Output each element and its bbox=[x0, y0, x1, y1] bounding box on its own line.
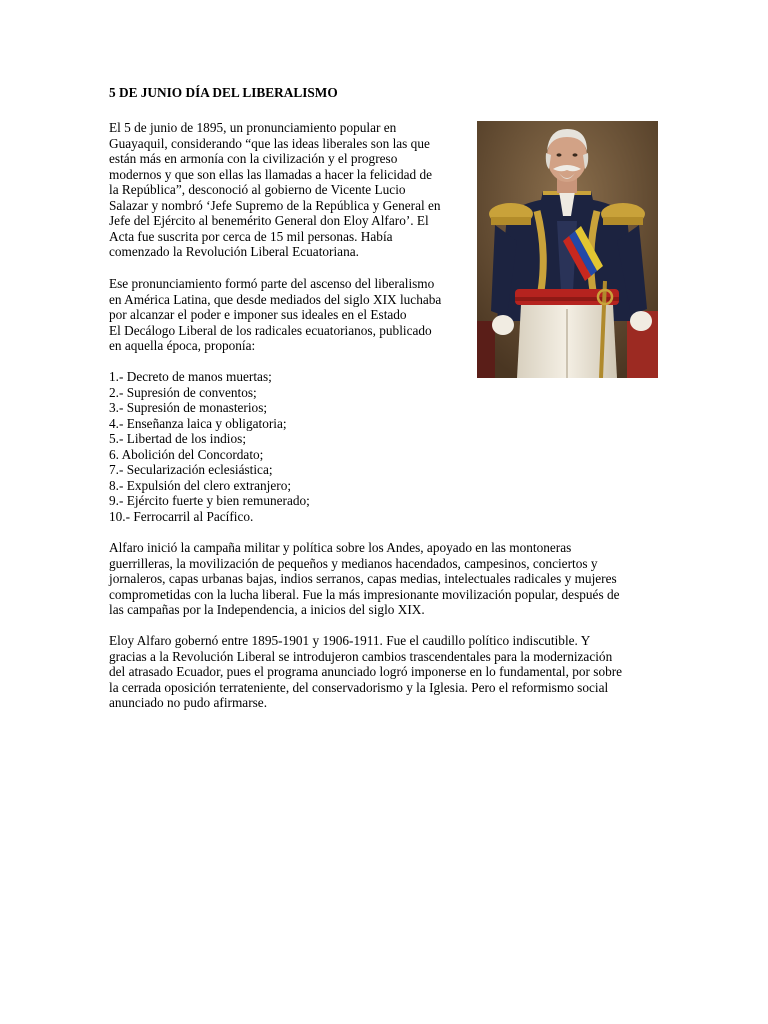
paragraph-line: guerrilleras, la movilización de pequeños y medianos hacendados, campesinos, conciertos y bbox=[109, 555, 598, 571]
paragraph-line: comenzado la Revolución Liberal Ecuatoriana. bbox=[109, 244, 359, 259]
portrait-image bbox=[477, 121, 658, 378]
paragraph-line: El Decálogo Liberal de los radicales ecuatorianos, publicado bbox=[109, 322, 432, 338]
paragraph-line: Jefe del Ejército al benemérito General don Eloy Alfaro’. El bbox=[109, 213, 429, 228]
list-item: 9.- Ejército fuerte y bien remunerado; bbox=[109, 493, 310, 508]
paragraph-line: Eloy Alfaro gobernó entre 1895-1901 y 1906-1911. Fue el caudillo político indiscutible. Y bbox=[109, 633, 591, 648]
list-item: 2.- Supresión de conventos; bbox=[109, 384, 257, 400]
list-item: 8.- Expulsión del clero extranjero; bbox=[109, 477, 292, 493]
list-item: 6. Abolición del Concordato; bbox=[109, 446, 264, 462]
list-item: 10.- Ferrocarril al Pacífico. bbox=[109, 508, 254, 524]
paragraph-line: en aquella época, proponía: bbox=[109, 338, 256, 353]
paragraph-line: Acta fue suscrita por cerca de 15 mil personas. Había bbox=[109, 228, 393, 244]
paragraph-line: jornaleros, capas urbanas bajas, indios serranos, capas medias, intelectuales radicales y mujeres bbox=[109, 571, 617, 586]
list-item: 5.- Libertad de los indios; bbox=[109, 431, 247, 446]
paragraph-line: están más en armonía con la civilización y el progreso bbox=[109, 151, 398, 166]
portrait-illustration bbox=[477, 121, 658, 378]
list-item: 3.- Supresión de monasterios; bbox=[109, 400, 268, 415]
paragraph-line: gracias a la Revolución Liberal se introdujeron cambios trascendentales para la modernización bbox=[109, 648, 613, 664]
paragraph-line: en América Latina, que desde mediados del siglo XIX luchaba bbox=[109, 291, 442, 307]
paragraph-line: Alfaro inició la campaña militar y política sobre los Andes, apoyado en las montoneras bbox=[109, 540, 572, 555]
paragraph-government bbox=[109, 633, 622, 711]
paragraph-intro bbox=[109, 120, 441, 260]
paragraph-line: la cerrada oposición terrateniente, del conservadorismo y la Iglesia. Pero el reformismo social bbox=[109, 679, 609, 695]
paragraph-line: del atrasado Ecuador, pues el programa anunciado logró imponerse en lo fundamental, por sobre bbox=[109, 664, 623, 679]
list-item: 1.- Decreto de manos muertas; bbox=[109, 369, 272, 384]
list-item: 4.- Enseñanza laica y obligatoria; bbox=[109, 415, 287, 431]
paragraph-line: Ese pronunciamiento formó parte del ascenso del liberalismo bbox=[109, 276, 435, 291]
list-item: 7.- Secularización eclesiástica; bbox=[109, 462, 273, 477]
page-title: 5 DE JUNIO DÍA DEL LIBERALISMO bbox=[109, 85, 338, 100]
paragraph-line: comprometidas con la lucha liberal. Fue la más impresionante movilización popular, después de bbox=[109, 586, 620, 602]
paragraph-line: modernos y que son ellas las llamadas a hacer la felicidad de bbox=[109, 166, 433, 182]
paragraph-line: Salazar y nombró ‘Jefe Supremo de la República y General en bbox=[109, 197, 441, 213]
paragraph-line: la República”, desconoció al gobierno de Vicente Lucio bbox=[109, 182, 406, 197]
paragraph-line: El 5 de junio de 1895, un pronunciamiento popular en bbox=[109, 120, 397, 135]
paragraph-line: por alcanzar el poder e imponer sus ideales en el Estado bbox=[109, 307, 407, 322]
paragraph-line: anunciado no pudo afirmarse. bbox=[109, 695, 268, 710]
paragraph-campaign bbox=[109, 540, 620, 618]
decalogue-list bbox=[109, 369, 310, 524]
paragraph-line: las campañas por la Independencia, a inicios del siglo XIX. bbox=[109, 602, 425, 617]
paragraph-line: Guayaquil, considerando “que las ideas liberales son las que bbox=[109, 135, 430, 151]
paragraph-context bbox=[109, 276, 441, 354]
